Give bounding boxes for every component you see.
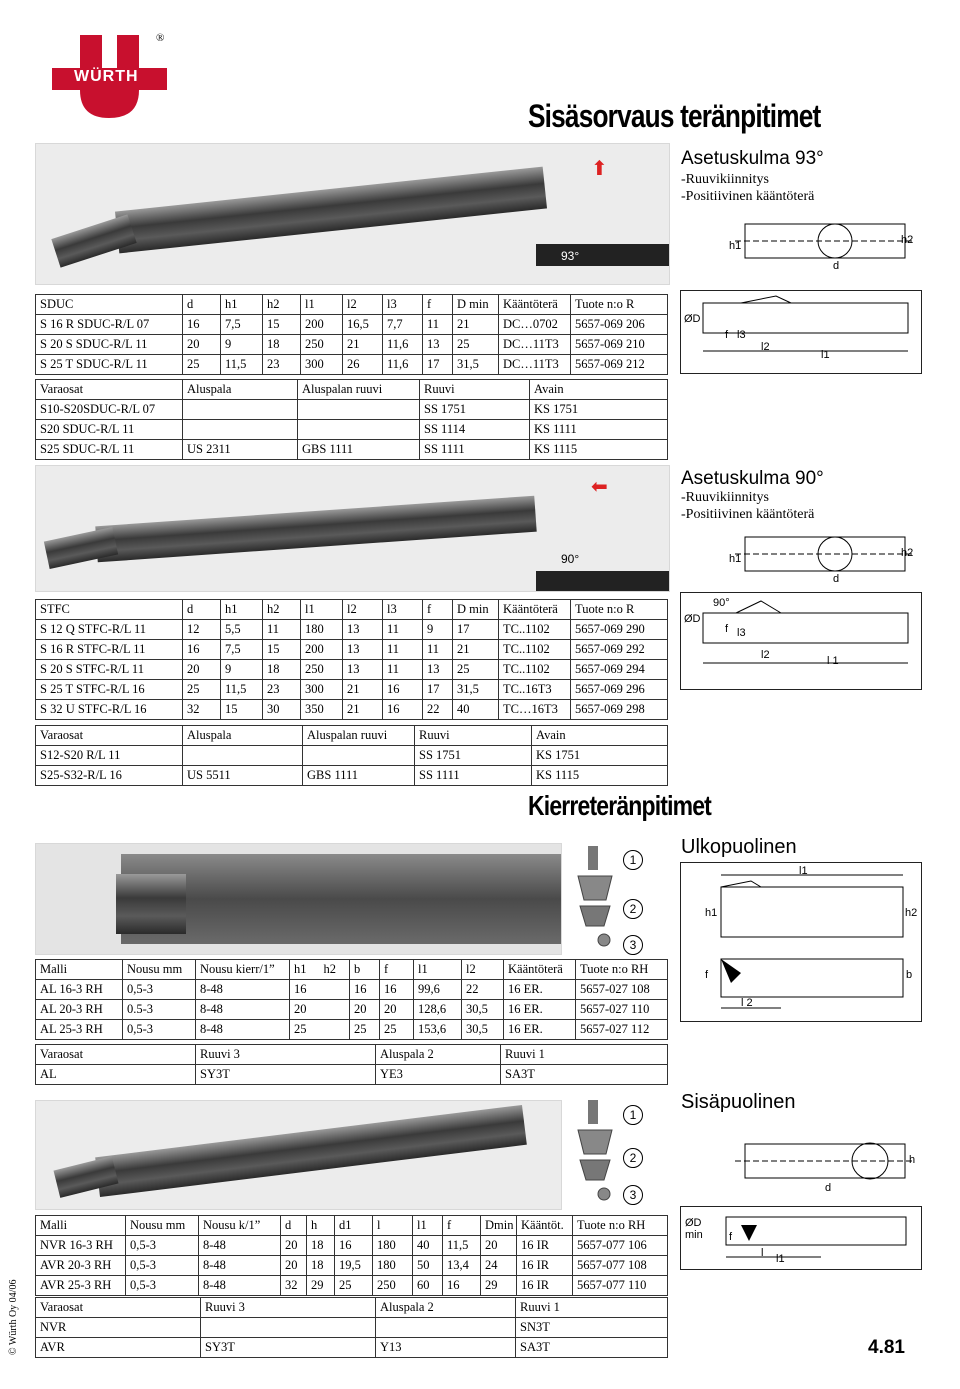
cross-section-diagram-2: h1 h2 d [725, 527, 920, 587]
table-row: S 16 R SDUC-R/L 07 16 7,5 15 200 16,5 7,7 11 21 DC…0702 5657-069 206 [36, 315, 668, 335]
section2-bullet-1: -Ruuvikiinnitys [681, 490, 769, 505]
callout-2: 2 [623, 899, 643, 919]
table-row: AL 20-3 RH 0.5-3 8-48 20 20 20 128,6 30,5 16 ER. 5657-027 110 [36, 1000, 668, 1020]
table-row: AL 16-3 RH 0,5-3 8-48 16 16 16 99,6 22 16 ER. 5657-027 108 [36, 980, 668, 1000]
logo-text: WÜRTH [74, 68, 139, 85]
table-row: S 25 T STFC-R/L 16 25 11,5 23 300 21 16 17 31,5 TC..16T3 5657-069 296 [36, 680, 668, 700]
registered-mark: ® [156, 32, 165, 44]
table-row: S 12 Q STFC-R/L 11 12 5,5 11 180 13 11 9 17 TC..1102 5657-069 290 [36, 620, 668, 640]
table-row: S20 SDUC-R/L 11 SS 1114 KS 1111 [36, 420, 668, 440]
page-number: 4.81 [868, 1337, 905, 1358]
section1-bullet-2: -Positiivinen kääntöterä [681, 189, 815, 204]
side-view-diagram-2: 90° ØD f l3 l2 l 1 [680, 592, 922, 690]
copyright-note: © Würth Oy 04/06 [8, 1279, 19, 1355]
table-row: NVR SN3T [36, 1318, 668, 1338]
table-row: S 25 T SDUC-R/L 11 25 11,5 23 300 26 11,6 17 31,5 DC…11T3 5657-069 212 [36, 355, 668, 375]
tool-photo-1 [35, 143, 670, 285]
callout-1: 1 [623, 1105, 643, 1125]
section4-main-table [35, 1215, 668, 1296]
section3-subtitle: Ulkopuolinen [681, 836, 797, 858]
table-row: AVR 25-3 RH 0,5-3 8-48 32 29 25 250 60 16 29 16 IR 5657-077 110 [36, 1276, 668, 1296]
table-row: AL SY3T YE3 SA3T [36, 1065, 668, 1085]
section2-main-table [35, 599, 668, 720]
wurth-logo [52, 30, 167, 122]
tool-photo-2 [35, 465, 670, 592]
table-row: S 20 S STFC-R/L 11 20 9 18 250 13 11 13 25 TC..1102 5657-069 294 [36, 660, 668, 680]
callout-2: 2 [623, 1148, 643, 1168]
section2-parts-table [35, 725, 668, 786]
table-row: AL 25-3 RH 0,5-3 8-48 25 25 25 153,6 30,5 16 ER. 5657-027 112 [36, 1020, 668, 1040]
table-row: S10-S20SDUC-R/L 07 SS 1751 KS 1751 [36, 400, 668, 420]
callout-1: 1 [623, 850, 643, 870]
callout-3: 3 [623, 1185, 643, 1205]
table-header-row: Varaosat Ruuvi 3 Aluspala 2 Ruuvi 1 [36, 1045, 668, 1065]
table-header-row: STFC d h1 h2 l1 l2 l3 f D min Kääntöterä Tuote n:o R [36, 600, 668, 620]
section1-bullet-1: -Ruuvikiinnitys [681, 172, 769, 187]
page-title: Sisäsorvaus teränpitimet [528, 98, 821, 134]
table-header-row: Varaosat Ruuvi 3 Aluspala 2 Ruuvi 1 [36, 1298, 668, 1318]
table-header-row: Varaosat Aluspala Aluspalan ruuvi Ruuvi Avain [36, 380, 668, 400]
side-view-diagram-1: ØD f l3 l2 l1 [680, 290, 922, 374]
table-row: AVR 20-3 RH 0,5-3 8-48 20 18 19,5 180 50 13,4 24 16 IR 5657-077 108 [36, 1256, 668, 1276]
red-arrow-icon: ⬆ [591, 158, 608, 180]
table-header-row: Malli Nousu mm Nousu k/1” d h d1 l l1 f Dmin Kääntöt. Tuote n:o RH [36, 1216, 668, 1236]
table-header-row: Varaosat Aluspala Aluspalan ruuvi Ruuvi Avain [36, 726, 668, 746]
table-row: S 32 U STFC-R/L 16 32 15 30 350 21 16 22 40 TC…16T3 5657-069 298 [36, 700, 668, 720]
section4-parts-table [35, 1297, 668, 1358]
side-view-diagram-int: ØD min f l l1 [680, 1206, 922, 1270]
section1-parts-table [35, 379, 668, 460]
section3-title: Kierreteränpitimet [528, 790, 712, 821]
table-header-row: SDUC d h1 h2 l1 l2 l3 f D min Kääntöterä Tuote n:o R [36, 295, 668, 315]
table-row: S 16 R STFC-R/L 11 16 7,5 15 200 13 11 11 21 TC..1102 5657-069 292 [36, 640, 668, 660]
tool-photo-3 [35, 843, 562, 955]
angle-label-93: 93° [561, 249, 580, 263]
table-row: S 20 S SDUC-R/L 11 20 9 18 250 21 11,6 13 25 DC…11T3 5657-069 210 [36, 335, 668, 355]
section2-bullet-2: -Positiivinen kääntöterä [681, 507, 815, 522]
callout-3: 3 [623, 935, 643, 955]
angle-label-90: 90° [561, 552, 580, 566]
thread-tool-diagram-ext: l1 h1 h2 f b l 2 [680, 862, 922, 1022]
section4-subtitle: Sisäpuolinen [681, 1091, 796, 1113]
table-row: S25 SDUC-R/L 11 US 2311 GBS 1111 SS 1111 KS 1115 [36, 440, 668, 460]
tool-photo-4 [35, 1100, 562, 1210]
cross-section-diagram-int: h d [725, 1130, 920, 1200]
section3-main-table [35, 959, 668, 1040]
table-row: S12-S20 R/L 11 SS 1751 KS 1751 [36, 746, 668, 766]
section1-main-table [35, 294, 668, 375]
table-row: AVR SY3T Y13 SA3T [36, 1338, 668, 1358]
table-row: S25-S32-R/L 16 US 5511 GBS 1111 SS 1111 KS 1115 [36, 766, 668, 786]
section2-subtitle: Asetuskulma 90° [681, 468, 824, 489]
cross-section-diagram-1: h1 h2 d [725, 212, 920, 274]
red-arrow-icon: ⬅ [591, 476, 608, 498]
table-header-row: Malli Nousu mm Nousu kierr/1” h1 h2 b f l1 l2 Kääntöterä Tuote n:o RH [36, 960, 668, 980]
section3-parts-table [35, 1044, 668, 1085]
table-row: NVR 16-3 RH 0,5-3 8-48 20 18 16 180 40 11,5 20 16 IR 5657-077 106 [36, 1236, 668, 1256]
section1-subtitle: Asetuskulma 93° [681, 148, 824, 169]
